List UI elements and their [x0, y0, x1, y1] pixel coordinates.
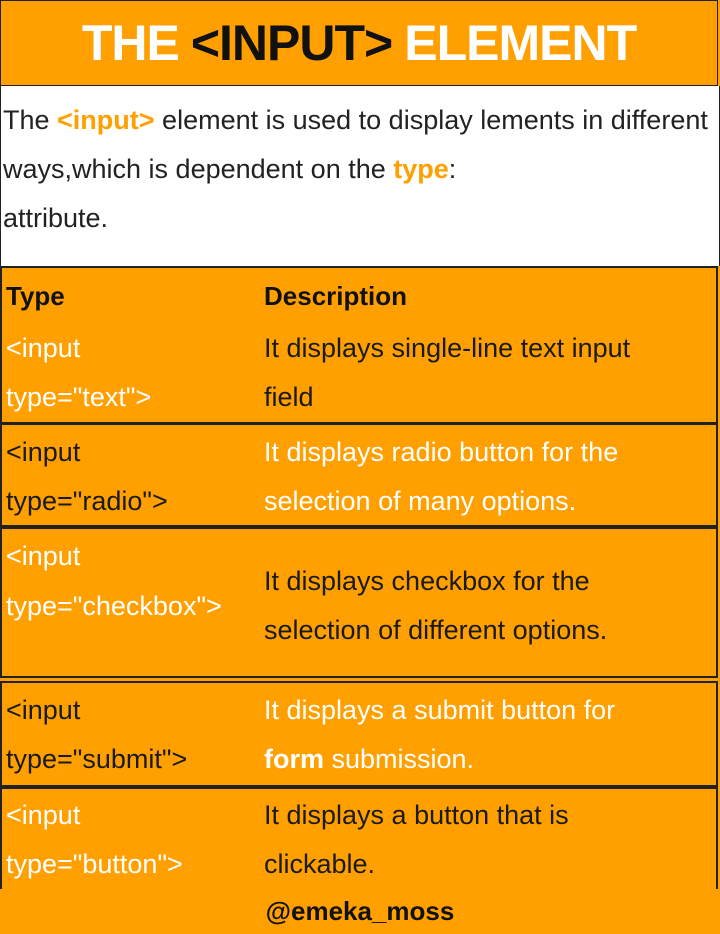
type-cell-line2: type="radio"> [6, 486, 168, 516]
header-description: Description [264, 281, 408, 311]
intro-type-word: type [393, 154, 449, 184]
table-row-radio [0, 423, 718, 527]
desc-cell-line2 [264, 735, 474, 784]
table-row-checkbox [0, 527, 718, 678]
desc-cell-line2: selection of many options. [264, 486, 577, 516]
type-cell-line1: <input [6, 437, 81, 467]
intro-text-4: attribute. [3, 203, 109, 233]
desc-form-word: form [264, 744, 324, 774]
table-row-submit [0, 681, 718, 787]
header-type: Type [6, 281, 65, 311]
title-element: ELEMENT [404, 15, 637, 71]
title-the: THE [81, 15, 179, 71]
desc-cell-line1: It displays single-line text input [264, 333, 631, 363]
table-row-button [0, 787, 718, 889]
type-cell-line2: type="button"> [6, 849, 183, 879]
type-cell-line2: type="text"> [6, 382, 152, 412]
desc-cell-line1: It displays checkbox for the [264, 566, 590, 596]
intro-text-1: The [3, 105, 58, 135]
intro-text-2: element is used to display lements in different ways,which is dependent on the [3, 105, 708, 184]
intro-paragraph [0, 86, 720, 266]
type-cell-line1: <input [6, 800, 81, 830]
author-handle: @emeka_moss [265, 896, 455, 926]
title-input-tag: <INPUT> [190, 15, 393, 71]
intro-text-3: : [448, 154, 457, 184]
type-cell-line2: type="submit"> [6, 744, 188, 774]
type-cell-line2: type="checkbox"> [6, 591, 222, 621]
desc-cell-line1: It displays radio button for the [264, 437, 619, 467]
table-row-text [0, 266, 718, 423]
desc-cell-line2: field [264, 382, 314, 412]
desc-cell-line1: It displays a button that is [264, 800, 569, 830]
desc-cell-line1: It displays a submit button for [264, 695, 616, 725]
intro-input-tag: <input> [57, 105, 155, 135]
desc-submission-text: submission. [324, 744, 475, 774]
title-banner [0, 0, 718, 86]
type-cell-line1: <input [6, 695, 81, 725]
desc-cell-line2: clickable. [264, 849, 376, 879]
desc-cell-line2: selection of different options. [264, 615, 608, 645]
type-cell-line1: <input [6, 333, 81, 363]
type-cell-line1: <input [6, 541, 81, 571]
